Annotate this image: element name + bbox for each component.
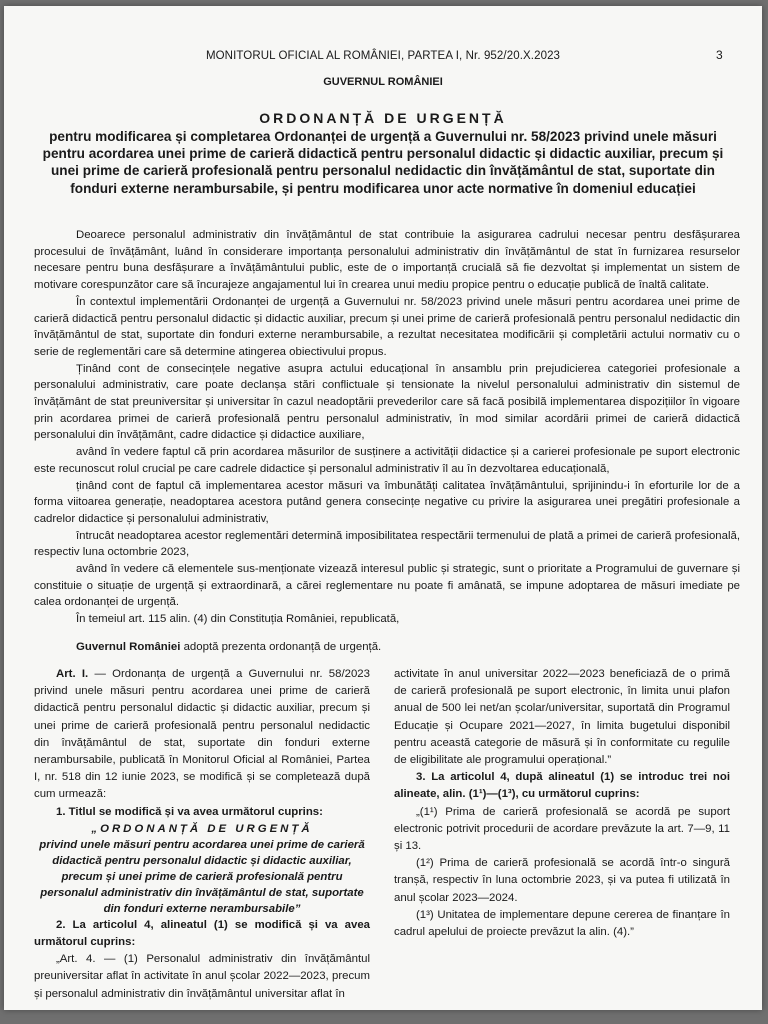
amendment-point-2 <box>34 917 370 951</box>
preamble-paragraph: Ținând cont de consecințele negative asupra actului educațional în ansamblu prin prejudicierea categoriei profesionale a personalului administrativ, care poate declanșa stări conflictuale și tensionate la nivelul personalului administrativ din sistemul de învățământ de stat preuniversitar și universitar în cazul neadoptării prevederilor care să facă posibilă implementarea dispozițiilor în vigoare prin acordarea primei de carieră profesională pentru personalul administrativ, în mod similar acordării primei de carieră didactică personalului din învățământ, cadre didactice și didactice auxiliare, <box>34 362 740 442</box>
document-subtitle: pentru modificarea și completarea Ordonanței de urgență a Guvernului nr. 58/2023 privind unele măsuri pentru acordarea unei prime de carieră didactică pentru personalul didactic și didactic auxiliar, precum și unei prime de carieră profesională pentru personalul nedidactic din învățământul de stat, suportate din fonduri externe nerambursabile, și pentru modificarea unor acte normative în domeniul educației <box>42 129 724 196</box>
adoption-text: adoptă prezenta ordonanță de urgență. <box>180 641 382 653</box>
embedded-document-subtitle: privind unele măsuri pentru acordarea unei prime de carieră didactică pentru personalul didactic și didactic auxiliar, precum și unei prime de carieră profesională pentru personalul administrativ din învățământul de stat, suportate din fonduri externe nerambursabile” <box>39 838 365 915</box>
article-1-label: Art. I. <box>56 668 89 680</box>
article-4-text: „Art. 4. — (1) Personalul administrativ din învățământul preuniversitar aflat în activitate în anul școlar 2022—2023, precum și personalul administrativ din învățământul universitar aflat în <box>34 953 370 1000</box>
embedded-document-type: „ORDONANȚĂ DE URGENȚĂ <box>91 822 313 835</box>
amendment-point-1 <box>34 804 370 821</box>
paragraph-1-3: (1³) Unitatea de implementare depune cererea de finanțare în cadrul apelului de proiecte prevăzut la alin. (4).” <box>394 908 730 939</box>
document-type: ORDONANȚĂ DE URGENȚĂ <box>259 110 507 126</box>
preamble-paragraph: având în vedere faptul că prin acordarea măsurilor de susținere a activității didactice și a carierei profesionale pe suport electronic este recunoscut rolul crucial pe care cadrele didactice și personalul administrativ îl au în dezvoltarea educațională, <box>34 446 740 475</box>
article-column-left <box>34 666 370 1003</box>
document-page <box>4 6 762 1010</box>
adoption-statement <box>76 641 381 653</box>
preamble <box>34 227 740 628</box>
preamble-paragraph: întrucât neadoptarea acestor reglementări determină imposibilitatea respectării termenului de plată a primei de carieră profesională, respectiv luna octombrie 2023, <box>34 529 740 559</box>
paragraph-1-2: (1²) Prima de carieră profesională se acordă într-o singură tranșă, respectiv în luna octombrie 2023, și va putea fi utilizată în anul școlar 2023—2024. <box>394 857 730 904</box>
document-title-block <box>28 110 738 197</box>
issuer-title: GUVERNUL ROMÂNIEI <box>323 76 443 88</box>
preamble-paragraph: ținând cont de faptul că implementarea acestor măsuri va îmbunătăți calitatea învățământului, sprijinindu-i în eforturile lor de a forma viitoarea generație, neadoptarea acestora putând genera consecințe negative cu privire la asigurarea unei pregătiri profesionale a cadrelor didactice și personalului administrativ, <box>34 479 740 525</box>
paragraph-1-1: „(1¹) Prima de carieră profesională se acordă pe suport electronic potrivit procedurii de acordare prevăzute la art. 7—9, 11 și 13. <box>394 805 730 853</box>
article-1-intro <box>34 666 370 804</box>
adoption-subject: Guvernul României <box>76 641 181 653</box>
amendment-point-1-text: 1. Titlul se modifică și va avea următorul cuprins: <box>56 805 323 818</box>
page-number: 3 <box>716 48 723 62</box>
article-column-right <box>394 666 730 941</box>
article-4-text-continued: activitate în anul universitar 2022—2023 beneficiază de o primă de carieră profesională pe suport electronic, în limita unui plafon anual de 500 lei net/an școlar/universitar, suportată din Programul Educație și Ocupare 2021—2027, în limita bugetului disponibil pentru această categorie de măsură și în conformitate cu regulile de eligibilitate ale programului operațional.” <box>394 668 730 767</box>
running-header: MONITORUL OFICIAL AL ROMÂNIEI, PARTEA I, Nr. 952/20.X.2023 <box>205 50 561 62</box>
preamble-paragraph: Deoarece personalul administrativ din învățământul de stat contribuie la asigurarea cadrului necesar pentru desfășurarea procesului de învățământ, luând în considerare importanța personalului administrativ din învățământul de stat în furnizarea resurselor necesare pentru buna desfășurare a învățământului public, este de o importanță crucială să fie dezvoltat și implementat un sistem de motivare corespunzător care să încurajeze angajamentul lui în crearea unui mediu propice pentru o educație publică de înaltă calitate. <box>34 229 740 292</box>
preamble-paragraph: având în vedere că elementele sus-menționate vizează interesul public și strategic, sunt o prioritate a Programului de guvernare și constituie o situație de urgență și extraordinară, a cărei reglementare nu poate fi amânată, se impune adoptarea de măsuri imediate pe calea ordonanței de urgență. <box>34 563 740 609</box>
amendment-point-2-text: 2. La articolul 4, alineatul (1) se modifică și va avea următorul cuprins: <box>34 918 370 949</box>
preamble-paragraph: În contextul implementării Ordonanței de urgență a Guvernului nr. 58/2023 privind unele măsuri pentru acordarea unei prime de carieră didactică pentru personalul didactic și didactic auxiliar, precum și unei prime de carieră profesională pentru personalul nedidactic din învățământul de stat, suportate din fonduri externe nerambursabile, a rezultat necesitatea modificării și completării actului normativ cu o serie de reglementări care să determine atingerea obiectivului propus. <box>34 295 740 358</box>
article-1-intro-text: — Ordonanța de urgență a Guvernului nr. 58/2023 privind unele măsuri pentru acordarea unei prime de carieră didactică pentru personalul didactic și didactic auxiliar, precum și unei prime de carieră profesională pentru personalul nedidactic din învățământul de stat, suportate din fonduri externe nerambursabile, publicată în Monitorul Oficial al României, Partea I, nr. 518 din 12 iunie 2023, se modifică și se completează după cum urmează: <box>34 668 370 801</box>
amendment-point-3-text: 3. La articolul 4, după alineatul (1) se introduc trei noi alineate, alin. (1¹)—(1³), cu următorul cuprins: <box>394 771 730 801</box>
preamble-paragraph: În temeiul art. 115 alin. (4) din Constituția României, republicată, <box>76 613 400 626</box>
amendment-point-3 <box>394 769 730 803</box>
